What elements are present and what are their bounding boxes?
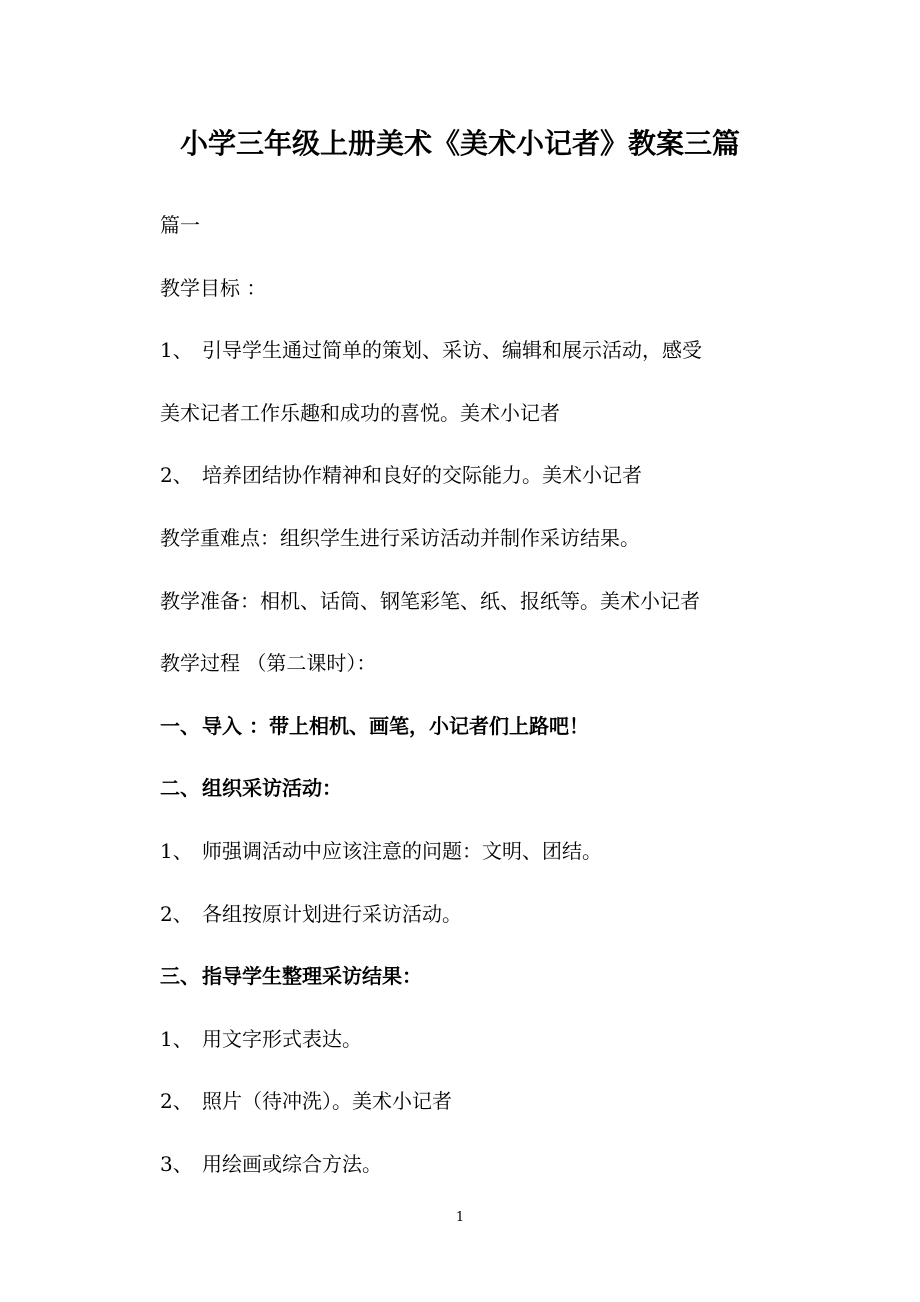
list-number: 二、: [160, 776, 200, 801]
document-title: 小学三年级上册美术《美术小记者》教案三篇: [179, 127, 740, 160]
section-heading: [160, 695, 780, 758]
line-text: 教学重难点：组织学生进行采访活动并制作采访结果。: [160, 525, 640, 550]
list-number: 2、: [160, 463, 193, 488]
paragraph-line: [160, 194, 780, 257]
line-text: 导入 ：带上相机、画笔，小记者们上路吧！: [202, 713, 589, 738]
line-text: 照片（待冲洗）。美术小记者: [202, 1089, 452, 1114]
paragraph-line: [160, 632, 780, 695]
line-text: 教学准备：相机、话筒、钢笔彩笔、纸、报纸等。美术小记者: [160, 588, 700, 613]
line-text: 用绘画或综合方法。: [202, 1151, 382, 1176]
list-number: 三、: [160, 964, 200, 989]
line-text: 指导学生整理采访结果：: [202, 964, 422, 989]
list-number: 2、: [160, 901, 193, 926]
paragraph-line: [160, 570, 780, 633]
list-number: 1、: [160, 838, 193, 863]
line-text: 教学目标 ：: [160, 275, 267, 300]
paragraph-line: [160, 507, 780, 570]
line-text: 培养团结协作精神和良好的交际能力。美术小记者: [202, 463, 642, 488]
line-text: 美术记者工作乐趣和成功的喜悦。美术小记者: [160, 400, 560, 425]
paragraph-line: [160, 1133, 780, 1196]
list-number: 1、: [160, 338, 193, 363]
list-number: 3、: [160, 1151, 193, 1176]
page-number: 1: [455, 1210, 465, 1225]
line-text: 师强调活动中应该注意的问题：文明、团结。: [202, 838, 602, 863]
line-text: 各组按原计划进行采访活动。: [202, 901, 462, 926]
paragraph-line: [160, 1008, 780, 1071]
paragraph-line: [160, 257, 780, 320]
line-text: 组织采访活动：: [202, 776, 342, 801]
paragraph-line: [160, 382, 780, 445]
line-text: 篇一: [160, 213, 200, 237]
list-number: 一、: [160, 713, 200, 738]
paragraph-line: [160, 319, 780, 382]
paragraph-line: [160, 444, 780, 507]
section-heading: [160, 945, 780, 1008]
paragraph-line: [160, 1070, 780, 1133]
line-text: 用文字形式表达。: [202, 1026, 362, 1051]
section-heading: [160, 757, 780, 820]
paragraph-line: [160, 883, 780, 946]
line-text: 引导学生通过简单的策划、采访、编辑和展示活动，感受: [202, 338, 702, 363]
document-body: [160, 194, 780, 1196]
line-text: 教学过程 （第二课时）：: [160, 651, 377, 676]
paragraph-line: [160, 820, 780, 883]
list-number: 2、: [160, 1089, 193, 1114]
list-number: 1、: [160, 1026, 193, 1051]
